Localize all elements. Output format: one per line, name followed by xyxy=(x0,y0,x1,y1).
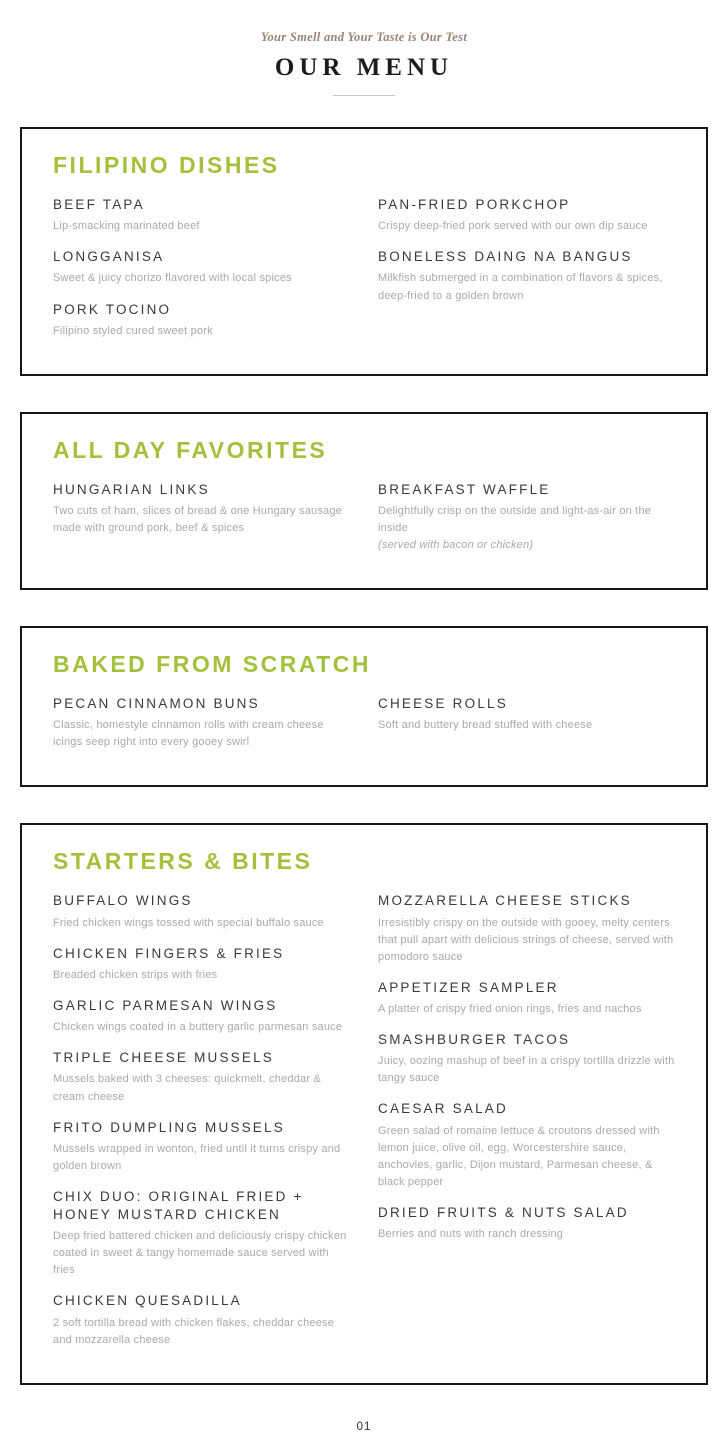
section-columns xyxy=(53,196,675,340)
page-header xyxy=(0,0,728,96)
menu-item-name: FRITO DUMPLING MUSSELS xyxy=(53,1119,285,1135)
menu-item-description: Soft and buttery bread stuffed with cheese xyxy=(378,719,593,732)
menu-item-description: Mussels baked with 3 cheeses: quickmelt, cheddar & cream cheese xyxy=(53,1073,322,1103)
menu-item xyxy=(53,196,350,235)
menu-item-name: SMASHBURGER TACOS xyxy=(378,1032,571,1048)
menu-item-description: Green salad of romaine lettuce & croutons dressed with lemon juice, olive oil, egg, Worcestershire sauce, anchovies, garlic, Dijon mustard, Parmesan cheese, & black pepper xyxy=(378,1124,660,1188)
menu-item xyxy=(53,1292,350,1348)
menu-item-description: Berries and nuts with ranch dressing xyxy=(378,1228,564,1241)
menu-item-description: Filipino styled cured sweet pork xyxy=(53,324,213,337)
menu-item xyxy=(53,1119,350,1175)
menu-item xyxy=(378,695,675,734)
menu-item xyxy=(53,1049,350,1105)
tagline: Your Smell and Your Taste is Our Test xyxy=(260,30,468,44)
menu-item-name: CHEESE ROLLS xyxy=(378,696,508,712)
menu-item-name: BUFFALO WINGS xyxy=(53,893,193,909)
menu-item-description: Chicken wings coated in a buttery garlic parmesan sauce xyxy=(53,1021,343,1034)
page-number: 01 xyxy=(356,1420,372,1433)
menu-item-description: Breaded chicken strips with fries xyxy=(53,968,218,981)
menu-item xyxy=(378,1100,675,1190)
menu-item xyxy=(378,979,675,1018)
menu-item-description: Fried chicken wings tossed with special buffalo sauce xyxy=(53,916,324,929)
menu-item-description: Milkfish submerged in a combination of flavors & spices, deep-fried to a golden brown xyxy=(378,272,663,302)
menu-item-description: Crispy deep-fried pork served with our own dip sauce xyxy=(378,220,648,233)
section-column-2 xyxy=(378,196,675,305)
page-footer xyxy=(0,1421,728,1449)
menu-item-note: (served with bacon or chicken) xyxy=(378,539,534,552)
menu-item-name: APPETIZER SAMPLER xyxy=(378,979,559,995)
section-title: ALL DAY FAVORITES xyxy=(53,436,328,463)
menu-item-description: 2 soft tortilla bread with chicken flakes, cheddar cheese and mozzarella cheese xyxy=(53,1316,335,1346)
section-title: BAKED FROM SCRATCH xyxy=(53,651,372,678)
section-title: STARTERS & BITES xyxy=(53,848,313,875)
menu-item-name: CHICKEN QUESADILLA xyxy=(53,1293,242,1309)
section-columns xyxy=(53,695,675,751)
menu-item-description: Sweet & juicy chorizo flavored with local spices xyxy=(53,272,292,285)
section-column-2 xyxy=(378,695,675,734)
header-divider xyxy=(333,95,395,96)
menu-item xyxy=(53,248,350,287)
menu-item-name: DRIED FRUITS & NUTS SALAD xyxy=(378,1204,629,1220)
menu-item-description: Irresistibly crispy on the outside with gooey, melty centers that pull apart with delicious strings of cheese, served with pomodoro sauce xyxy=(378,916,674,963)
menu-item-name: CHIX DUO: ORIGINAL FRIED + HONEY MUSTARD CHICKEN xyxy=(53,1188,304,1223)
menu-item xyxy=(53,301,350,340)
menu-item-name: PAN-FRIED PORKCHOP xyxy=(378,197,571,212)
menu-item-name: CAESAR SALAD xyxy=(378,1101,508,1117)
section-title: FILIPINO DISHES xyxy=(53,152,280,178)
section-columns xyxy=(53,892,675,1348)
menu-item-name: BREAKFAST WAFFLE xyxy=(378,481,551,497)
menu-section-starters-bites xyxy=(20,823,708,1384)
menu-item xyxy=(53,945,350,984)
menu-item-name: BONELESS DAING NA BANGUS xyxy=(378,249,633,265)
menu-section-filipino-dishes xyxy=(20,127,708,376)
section-column-1 xyxy=(53,892,350,1348)
menu-item-description: Mussels wrapped in wonton, fried until it turns crispy and golden brown xyxy=(53,1142,341,1172)
menu-item-name: LONGGANISA xyxy=(53,249,165,265)
menu-item-name: BEEF TAPA xyxy=(53,197,145,212)
menu-item-name: PECAN CINNAMON BUNS xyxy=(53,696,260,712)
section-columns xyxy=(53,481,675,554)
menu-sections xyxy=(0,127,728,1385)
menu-item xyxy=(53,1188,350,1280)
menu-item xyxy=(378,1031,675,1087)
menu-item xyxy=(53,695,350,751)
menu-item xyxy=(53,892,350,931)
menu-item-name: HUNGARIAN LINKS xyxy=(53,481,210,497)
menu-item xyxy=(378,1204,675,1243)
menu-item xyxy=(378,481,675,554)
menu-item xyxy=(378,248,675,304)
menu-item-name: PORK TOCINO xyxy=(53,301,172,317)
menu-section-all-day-favorites xyxy=(20,412,708,590)
menu-item xyxy=(378,892,675,965)
menu-item-name: TRIPLE CHEESE MUSSELS xyxy=(53,1050,275,1066)
menu-item-name: GARLIC PARMESAN WINGS xyxy=(53,998,278,1013)
section-column-1 xyxy=(53,481,350,537)
menu-item-description: Deep fried battered chicken and deliciously crispy chicken coated in sweet & tangy homemade sauce served with fries xyxy=(53,1230,347,1277)
page-title: OUR MENU xyxy=(274,54,454,81)
menu-item-name: CHICKEN FINGERS & FRIES xyxy=(53,945,285,961)
menu-item xyxy=(378,196,675,235)
menu-item xyxy=(53,997,350,1036)
menu-item-description: A platter of crispy fried onion rings, fries and nachos xyxy=(378,1003,642,1016)
menu-item-description: Lip-smacking marinated beef xyxy=(53,220,200,233)
menu-item xyxy=(53,481,350,537)
menu-item-description: Two cuts of ham, slices of bread & one Hungary sausage made with ground pork, beef & spices xyxy=(53,505,343,535)
menu-item-description: Classic, homestyle cinnamon rolls with cream cheese icings seep right into every gooey swirl xyxy=(53,719,324,749)
menu-item-description: Juicy, oozing mashup of beef in a crispy tortilla drizzle with tangy sauce xyxy=(378,1055,675,1085)
section-column-1 xyxy=(53,196,350,340)
section-column-1 xyxy=(53,695,350,751)
section-column-2 xyxy=(378,481,675,554)
section-column-2 xyxy=(378,892,675,1243)
menu-item-description: Delightfully crisp on the outside and light-as-air on the inside xyxy=(378,505,652,535)
menu-item-name: MOZZARELLA CHEESE STICKS xyxy=(378,893,632,909)
menu-section-baked-from-scratch xyxy=(20,626,708,787)
